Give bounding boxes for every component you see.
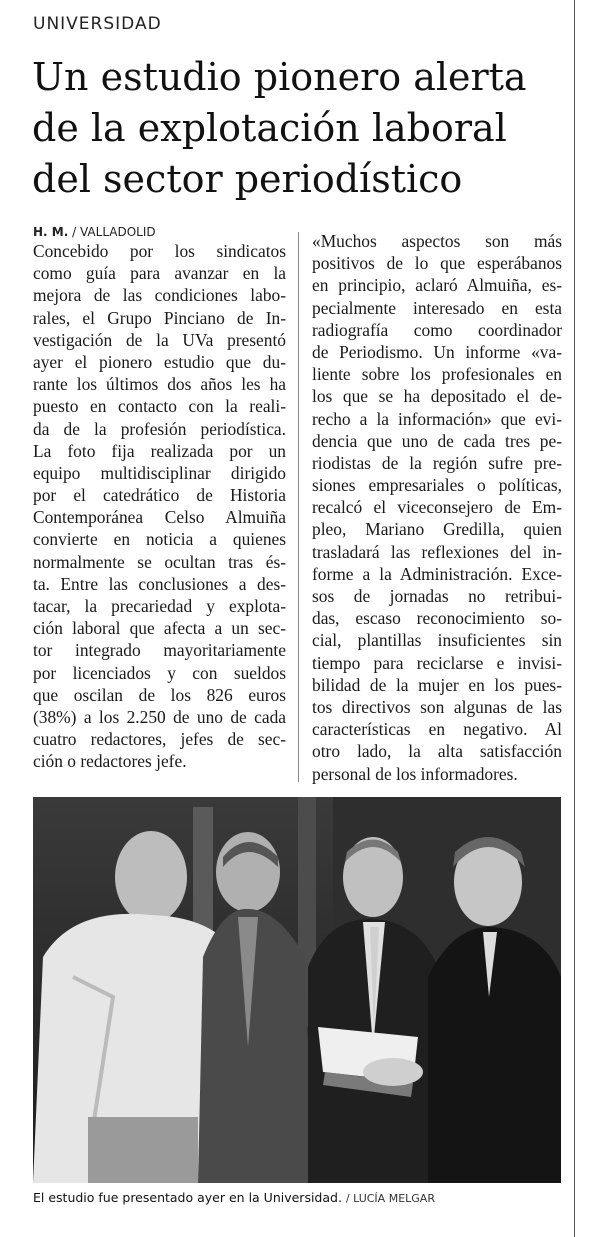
column-divider	[298, 232, 299, 782]
byline-separator: /	[72, 225, 77, 239]
photo-credit: / LUCÍA MELGAR	[345, 1192, 435, 1205]
headline-line: de la explotación laboral	[32, 106, 507, 150]
article-column-left	[33, 240, 286, 773]
article-line: como guía para avanzar en la	[33, 263, 286, 284]
article-line: forme a la Administración. Exce-	[312, 563, 562, 584]
article-line: vestigación de la UVa presentó	[33, 329, 286, 350]
byline-place: VALLADOLID	[79, 225, 156, 239]
article-line: La foto fija realizada por un	[33, 440, 286, 461]
headline-line: del sector periodístico	[32, 157, 463, 201]
article-line: tor integrado mayoritariamente	[33, 640, 286, 661]
article-line: «Muchos aspectos son más	[312, 231, 562, 251]
article-line: recho a la información» que evi-	[312, 408, 562, 429]
article-line: radiografía como coordinador	[312, 319, 562, 340]
article-line: riodistas de la región sufre pre-	[312, 452, 562, 473]
article-line: ta. Entre las conclusiones a des-	[33, 573, 286, 594]
article-line: puesto en contacto con la reali-	[33, 396, 286, 417]
article-line: los que se ha depositado el de-	[312, 386, 562, 407]
article-line: positivos de lo que esperábanos	[312, 253, 562, 274]
article-line: liente sobre los profesionales en	[312, 364, 562, 385]
article-line: por el catedrático de Historia	[33, 485, 286, 506]
section-label: UNIVERSIDAD	[33, 14, 162, 34]
article-line: personal de los informadores.	[312, 763, 518, 784]
article-line: rales, el Grupo Pinciano de In-	[33, 307, 286, 328]
article-line: sos de jornadas no retribui-	[312, 586, 562, 606]
article-line: otro lado, la alta satisfacción	[312, 741, 562, 762]
article-line: rante los últimos dos años les ha	[33, 374, 286, 395]
article-line: cuatro redactores, jefes de sec-	[33, 729, 286, 750]
article-line: pecialmente interesado en esta	[312, 297, 562, 318]
article-line: (38%) a los 2.250 de uno de cada	[33, 706, 286, 727]
byline-author: H. M.	[33, 225, 69, 239]
headline	[32, 52, 572, 205]
article-line: tos directivos son algunas de las	[312, 696, 562, 717]
photo-caption	[33, 1190, 435, 1205]
article-line: convierte en noticia a quienes	[33, 529, 286, 550]
news-photo	[33, 797, 561, 1183]
article-line: cial, plantillas insuficientes sin	[312, 630, 562, 651]
article-line: tiempo para reciclarse e invisi-	[312, 652, 562, 673]
article-line: siones empresariales o políticas,	[312, 475, 562, 496]
article-line: ción laboral que afecta a un sec-	[33, 618, 286, 639]
article-line: Contemporánea Celso Almuiña	[33, 507, 286, 528]
article-line: mejora de las condiciones labo-	[33, 285, 286, 306]
byline	[33, 225, 156, 239]
article-line: ayer el pionero estudio que du-	[33, 351, 286, 372]
article-line: recalcó el viceconsejero de Em-	[312, 497, 562, 518]
article-line: en principio, aclaró Almuiña, es-	[312, 275, 562, 296]
page-edge-rule	[574, 0, 575, 1237]
headline-line: Un estudio pionero alerta	[32, 55, 527, 99]
article-column-right	[312, 230, 562, 785]
article-line: por licenciados y con sueldos	[33, 662, 286, 683]
article-line: tacar, la precariedad y explota-	[33, 596, 286, 616]
article-line: características en negativo. Al	[312, 719, 562, 740]
article-line: ción o redactores jefe.	[33, 751, 187, 772]
article-line: que oscilan de los 826 euros	[33, 684, 286, 705]
article-line: da de la profesión periodística.	[33, 418, 286, 439]
article-line: bilidad de la mujer en los pues-	[312, 674, 562, 695]
article-line: Concebido por los sindicatos	[33, 241, 286, 261]
article-line: equipo multidisciplinar dirigido	[33, 462, 286, 483]
caption-text: El estudio fue presentado ayer en la Universidad.	[33, 1190, 342, 1205]
photo-illustration	[33, 797, 561, 1183]
article-line: normalmente se ocultan tras és-	[33, 551, 286, 572]
article-line: dencia que uno de cada tres pe-	[312, 430, 562, 451]
article-line: pleo, Mariano Gredilla, quien	[312, 519, 562, 540]
article-line: trasladará las reflexiones del in-	[312, 541, 562, 562]
article-line: das, escaso reconocimiento so-	[312, 608, 562, 629]
article-line: de Periodismo. Un informe «va-	[312, 341, 562, 362]
